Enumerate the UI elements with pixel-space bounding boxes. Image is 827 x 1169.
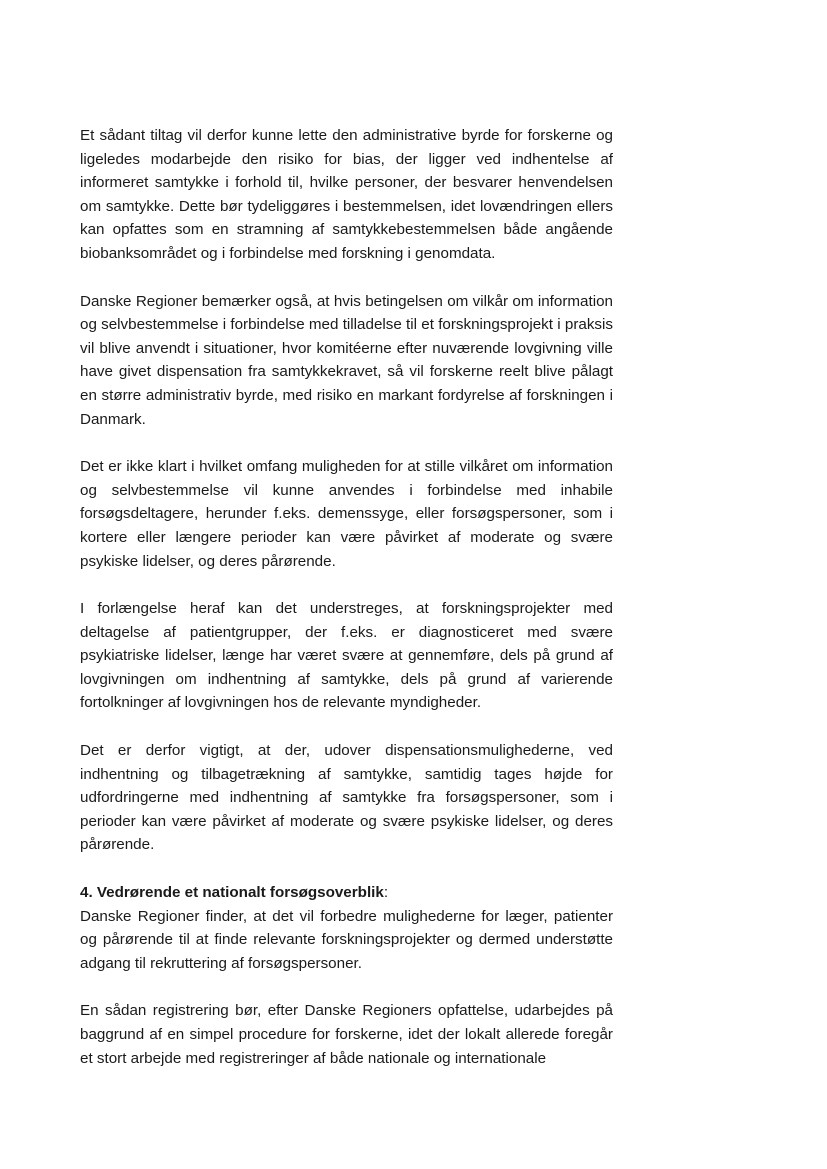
section-4-paragraph-1: Danske Regioner finder, at det vil forbedre mulighederne for læger, patienter og pårørende til at finde relevante forskningsprojekter og dermed understøtte adgang til rekruttering af forsøgspersoner. xyxy=(80,907,613,972)
section-4-heading xyxy=(80,881,613,905)
section-4-heading-colon: : xyxy=(383,884,389,902)
document-page xyxy=(80,124,613,1070)
section-4 xyxy=(80,881,613,1070)
paragraph-2: Danske Regioner bemærker også, at hvis betingelsen om vilkår om information og selvbestemmelse i forbindelse med tilladelse til et forskningsprojekt i praksis vil blive anvendt i situationer, hvor komitéerne efter nuværende lovgivning ville have givet dispensation fra samtykkekravet, så vil forskerne reelt blive pålagt en større administrativ byrde, med risiko en markant fordyrelse af forskningen i Danmark. xyxy=(80,292,613,428)
section-4-paragraph-2: En sådan registrering bør, efter Danske Regioners opfattelse, udarbejdes på baggrund af en simpel procedure for forskerne, idet der lokalt allerede foregår et stort arbejde med registreringer af både nationale og internationale xyxy=(80,1002,613,1067)
section-4-heading-text: 4. Vedrørende et nationalt forsøgsoverblik xyxy=(80,884,384,902)
paragraph-4: I forlængelse heraf kan det understreges, at forskningsprojekter med deltagelse af patientgrupper, der f.eks. er diagnosticeret med svære psykiatriske lidelser, længe har været svære at gennemføre, dels på grund af lovgivningen om indhentning af samtykke, dels på grund af varierende fortolkninger af lovgivningen hos de relevante myndigheder. xyxy=(80,600,613,712)
paragraph-5: Det er derfor vigtigt, at der, udover dispensationsmulighederne, ved indhentning og tilbagetrækning af samtykke, samtidig tages højde for udfordringerne med indhentning af samtykke fra forsøgspersoner, som i perioder kan være påvirket af moderate og svære psykiske lidelser, og deres pårørende. xyxy=(80,742,613,854)
paragraph-1: Et sådant tiltag vil derfor kunne lette den administrative byrde for forskerne og ligeledes modarbejde den risiko for bias, der ligger ved indhentelse af informeret samtykke i forhold til, hvilke personer, der besvarer henvendelsen om samtykke. Dette bør tydeliggøres i bestemmelsen, idet lovændringen ellers kan opfattes som en stramning af samtykkebestemmelsen både angående biobanksområdet og i forbindelse med forskning i genomdata. xyxy=(80,127,613,262)
paragraph-3: Det er ikke klart i hvilket omfang muligheden for at stille vilkåret om information og selvbestemmelse vil kunne anvendes i forbindelse med inhabile forsøgsdeltagere, herunder f.eks. demenssyge, eller forsøgspersoner, som i kortere eller længere perioder kan være påvirket af moderate og svære psykiske lidelser, og deres pårørende. xyxy=(80,458,613,570)
